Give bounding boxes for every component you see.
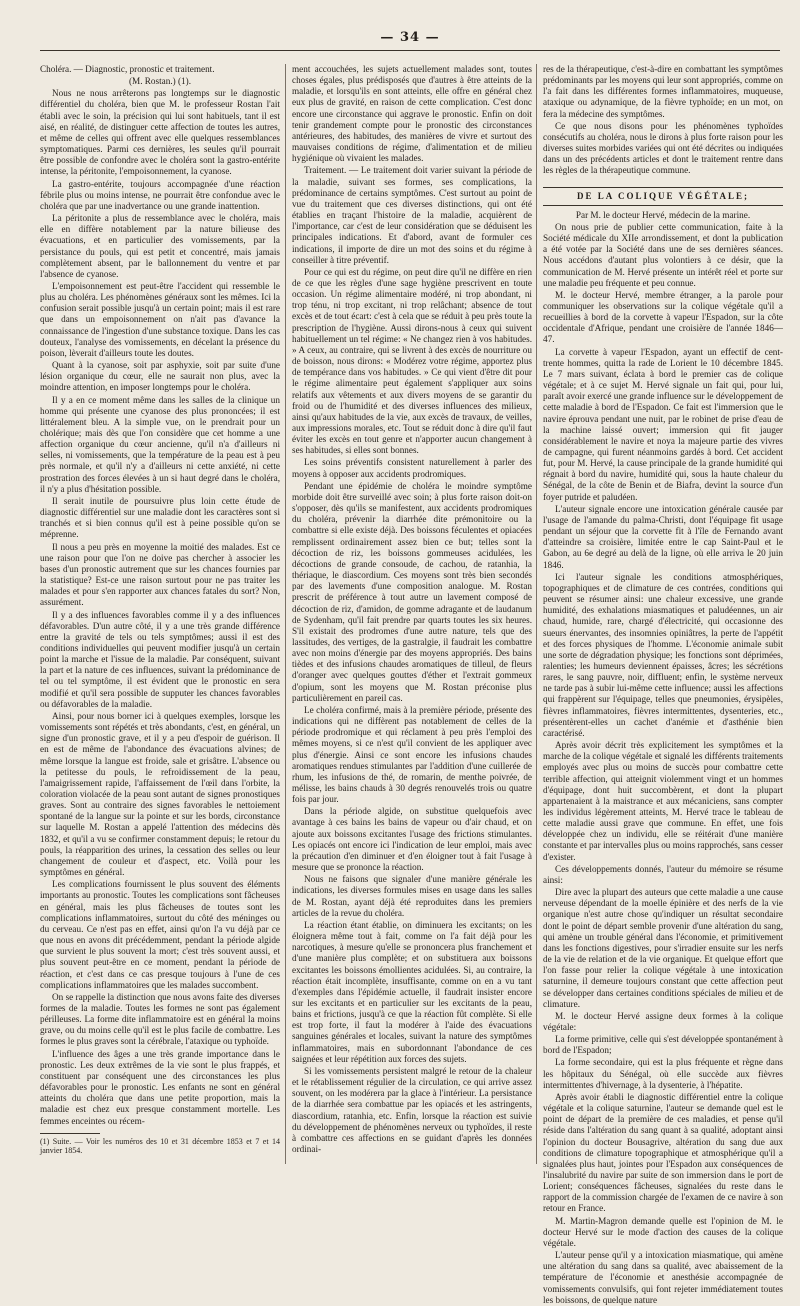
paragraph: M. le docteur Hervé, membre étranger, a la parole pour communiquer les observations sur la colique végétale qu'il a recueillies à bord de la corvette à vapeur l'Espadon, sur la côte occidentale d'Afrique, pendant une croisière de l'année 1846—47. [543,289,783,345]
paragraph: M. Martin-Magron demande quelle est l'opinion de M. le docteur Hervé sur le mode d'action des causes de la colique végétale. [543,1215,783,1248]
page-number: — 34 — [380,30,440,45]
paragraph: (M. Rostan.) (1). [128,76,191,87]
paragraph: Pour ce qui est du régime, on peut dire qu'il ne diffère en rien de ce que les règles d'une sage hygiène prescrivent en toute occasion. Un régime alimentaire modéré, ni trop abondant, ni trop ténu, ni trop excitant, ni trop relâchant; absence de tout excès et de tout écart: c'est à cela que se réduit à peu près toute la prescription de l'hygiène. Aussi dirons-nous à ceux qui suivent habituellement un tel régime: « Ne changez rien à vos habitudes. » A ceux, au contraire, qui se livrent à des excès de nourriture ou de boisson, nous dirons: « Modérez votre régime, apportez plus de tempérance dans vos habitudes. » Ce qui vient d'être dit pour le régime alimentaire peut également s'appliquer aux soins relatifs aux vêtements et aux divers moyens de se garantir du froid ou de l'humidité et des diverses influences des milieux, ainsi qu'aux habitudes de la vie, aux excès de travaux, de veilles, aux impressions morales, etc. Tout se réduit donc à dire qu'il faut éviter les excès en tout genre et n'apporter aucun changement à ses habitudes, si elles sont bonnes. [292,266,532,456]
column-1 [40,64,280,1172]
paragraph: Les complications fournissent le plus souvent des éléments importants au pronostic. Toutes les complications sont fâcheuses en général, mais les plus fâcheuses de toutes sont les complications inflammatoires, surtout du côté des méninges ou du cerveau. Ce n'est pas en effet, ainsi qu'on l'a vu déjà par ce que nous en avons dit précédemment, pendant la période algide que survient le plus souvent la mort; c'est très souvent aussi, et plus souvent peut-être en ce moment, pendant la période de réaction, et c'est dans ce cas presque toujours à l'une de ces complications inflammatoires que les malades succombent. [40,879,280,990]
paragraph: On se rappelle la distinction que nous avons faite des diverses formes de la maladie. Toutes les formes ne sont pas également périlleuses. La forme dite inflammatoire est en général la moins grave, ou du moins celle qu'il est le plus facile de combattre. Les formes le plus graves sont la cérébrale, l'ataxique ou typhoïde. [40,991,280,1047]
paragraph: ment accouchées, les sujets actuellement malades sont, toutes choses égales, plus prédisposés que d'autres à être atteints de la maladie, et lorsqu'ils en sont atteints, elle offre en général chez eux plus de gravité, en raison de cette complication. C'est donc encore une circonstance qui aggrave le pronostic. Enfin on doit tenir grandement compte pour le pronostic des circonstances antérieures, des habitudes, des manières de vivre et surtout des mauvaises conditions de régime, d'alimentation et de milieu hygiénique où vivaient les malades. [292,64,532,164]
paragraph: Ainsi, pour nous borner ici à quelques exemples, lorsque les vomissements sont répétés et très abondants, c'est, en général, un signe d'un pronostic grave, et il y a peu d'espoir de guérison. Il en est de même de l'abondance des évacuations alvines; de même lorsque la langue est froide, sale et grisâtre. L'absence ou la petitesse du pouls, le refroidissement de la peau, l'amaigrissement rapide, l'affaissement de l'œil dans l'orbite, la coloration violacée de la peau sont autant de signes pronostiques graves. Sont au contraire des signes favorables le nettoiement spontané de la langue sur la pointe et sur les bords, circonstance sur laquelle M. Rostan a appelé l'attention des médecins dès 1832, et qu'il a vu se confirmer constamment depuis; le retour du pouls, la réapparition des urines, la cessation des selles ou leur changement de couleur et d'aspect, etc. Voilà pour les symptômes en général. [40,710,280,878]
paragraph: Dire avec la plupart des auteurs que cette maladie a une cause nerveuse dépendant de la moelle épinière et des nerfs de la vie organique n'est autre chose qu'indiquer un résultat secondaire dont le point de départ semble provenir d'une altération du sang, qui amène un trouble général dans l'économie, et primitivement dans les fonctions digestives, pour s'irradier ensuite sur les nerfs de la vie de relation et de la vie organique. Et quelque effort que l'on fasse pour relier la colique végétale à une intoxication saturnine, il demeure toujours constant que cette affection peut se développer dans certaines conditions spéciales de milieu et de climature. [543,887,783,1009]
header-rule [40,50,780,51]
paragraph: Nous ne nous arrêterons pas longtemps sur le diagnostic différentiel du choléra, bien que M. le professeur Rostan l'ait établi avec le soin, la précision qui lui sont habituels, tant il est aisé, en réalité, de distinguer cette affection de toutes les autres, et même de celles qui offrent avec elle quelques ressemblances symptomatiques. Parmi ces dernières, les seules qu'il pourrait être possible de confondre avec le choléra sont la gastro-entérite intense, la péritonite, l'empoisonnement, la cyanose. [40,88,280,177]
running-header [40,26,780,52]
paragraph: La forme secondaire, qui est la plus fréquente et règne dans les hôpitaux du Sénégal, où elle succède aux fièvres intermittentes d'hivernage, à la dysenterie, à l'hépatite. [543,1057,783,1090]
paragraph: On nous prie de publier cette communication, faite à la Société médicale du XIIe arrondissement, et dont la publication a été votée par la Société dans une de ses dernières séances. Nous accédons d'autant plus volontiers à ce désir, que la communication de M. Hervé présente un intérêt réel et porte sur une maladie peu fréquente et peu connue. [543,221,783,288]
paragraph: Traitement. — Le traitement doit varier suivant la période de la maladie, suivant ses formes, ses complications, la prédominance de certains symptômes. C'est surtout au point de vue du traitement que ces diverses distinctions, qui ont été établies en traçant l'histoire de la maladie, acquièrent de l'importance, car c'est de leur considération que se déduisent les principales indications. Et d'abord, avant de formuler ces indications, il importe de dire un mot des soins et du régime à conseiller à titre préventif. [292,165,532,265]
paragraph: Pendant une épidémie de choléra le moindre symptôme morbide doit être surveillé avec soin; à plus forte raison doit-on s'opposer, dès qu'ils se manifestent, aux accidents prodromiques du choléra, prévenir la diarrhée dite prémonitoire ou la combattre si elle existe déjà. Des boissons féculentes et opiacées remplissent ordinairement assez bien ce but; telles sont la décoction de riz, les boissons gommeuses acidulées, les décoctions de grande consoude, de cachou, de ratanhia, la thériaque, le diascordium. Ces moyens sont très bien secondés par des lavements d'une composition analogue. M. Rostan prescrit de préférence à tout autre un lavement composé de décoction de riz, d'amidon, de gomme adragante et de laudanum de Sydenham, qu'il fait prendre par quarts toutes les six heures. S'il existait des prodromes d'une autre nature, tels que des lassitudes, des vertiges, de la gastralgie, il faudrait les combattre avec non moins d'énergie par des moyens appropriés. Des bains tièdes et des infusions chaudes aromatiques de tilleul, de fleurs d'oranger avec quelques gouttes d'éther et l'extrait gommeux d'opium, sont les moyens que M. Rostan préconise plus particulièrement en pareil cas. [292,480,532,703]
paragraph: La gastro-entérite, toujours accompagnée d'une réaction fébrile plus ou moins intense, ne pourrait être confondue avec le choléra que par une inadvertance ou une grande inattention. [40,178,280,211]
paragraph: La corvette à vapeur l'Espadon, ayant un effectif de cent-trente hommes, quitta la rade de Lorient le 10 décembre 1845. Le 7 mars suivant, éclata à bord le premier cas de colique végétale; et à ce sujet M. Hervé signale un fait qui, pour lui, paraît avoir exercé une grande influence sur le développement de cette maladie à bord de l'Espadon. Ce fait est l'immersion que le navire éprouva pendant une nuit, par le robinet de prise d'eau de la machine laissé ouvert; immersion qui fit jauger considérablement le navire et noya la majeure partie des vivres de campagne, qui furent néanmoins gardés à bord. Cet accident fut, pour M. Hervé, la cause principale de la grande humidité qui régnait à bord du navire, humidité qui, sous la haute chaleur du Sénégal, de la côte de Benin et de Biafra, devint la source d'un foyer putride et paludéen. [543,346,783,502]
paragraph: L'empoisonnement est peut-être l'accident qui ressemble le plus au choléra. Les phénomènes généraux sont les mêmes. Ici la confusion serait possible jusqu'à un certain point; mais il est rare que dans un empoisonnement on n'ait pas d'avance la connaissance de l'ingestion d'une substance toxique. Dans les cas douteux, l'analyse des vomissements, en décelant la présence du poison, lèverait d'ailleurs toute les doutes. [40,280,280,358]
paragraph: Il y a en ce moment même dans les salles de la clinique un homme qui présente une cyanose des plus prononcées; il est littéralement bleu. A la simple vue, on le prendrait pour un cholérique; mais dès que l'on considère que cet homme a une affection organique du cœur ancienne, qu'il n'a d'ailleurs ni selles, ni vomissements, que la température de la peau est à peu près normale, et qu'il n'y a d'ailleurs ni cette anxiété, ni cette prostration des forces élevées à un si haut degré dans le choléra, il n'y a plus d'hésitation possible. [40,394,280,494]
paragraph: Il nous a peu près en moyenne la moitié des malades. Est ce une raison pour que l'on ne doive pas chercher à associer les bases d'un pronostic autrement que sur les chances fournies par la statistique? Est-ce une raison surtout pour ne pas traiter les malades et pour s'en rapporter aux chances fatales du sort? Non, assurément. [40,541,280,608]
column-3-text-top [543,64,783,177]
paragraph: res de la thérapeutique, c'est-à-dire en combattant les symptômes prédominants par les moyens qui leur sont appropriés, comme on l'a fait dans les différentes formes inflammatoires, muqueuse, ataxique ou adynamique, de la fièvre typhoïde; en un mot, on fera la médecine des symptômes. [543,64,783,119]
paragraph: Ces développements donnés, l'auteur du mémoire se résume ainsi: [543,863,783,885]
paragraph: Ce que nous disons pour les phénomènes typhoïdes consécutifs au choléra, nous le dirons à plus forte raison pour les diverses suites morbides variées qui ont été décrites ou indiquées dans un des précédents articles et dont le traitement rentre dans les règles de la thérapeutique commune. [543,120,783,176]
paragraph: Après avoir établi le diagnostic différentiel entre la colique végétale et la colique saturnine, l'auteur se demande quel est le point de départ de la première de ces maladies, et pense qu'il réside dans l'altération du sang quant à sa qualité, adoptant ainsi l'opinion du docteur Bousagrive, altération du sang due aux conditions de climature topographique et atmosphérique qu'il a signalées plus haut, jointes pour l'Espadon aux conséquences de l'insalubrité du navire par suite de son immersion dans le port de Lorient; conséquences fâcheuses, signalées du reste dans le rapport de la commission chargée de l'examen de ce navire à son retour en France. [543,1091,783,1214]
paragraph: Quant à la cyanose, soit par asphyxie, soit par suite d'une lésion organique du cœur, elle ne saurait non plus, avec la moindre attention, en imposer longtemps pour le choléra. [40,360,280,393]
paragraph: Choléra. — Diagnostic, pronostic et traitement. [40,64,215,74]
paragraph: Les soins préventifs consistent naturellement à parler des moyens à opposer aux accidents prodromiques. [292,457,532,479]
paragraph: Dans la période algide, on substitue quelquefois avec avantage à ces bains les bains de vapeur ou d'air chaud, et on ajoute aux boissons excitantes l'usage des frictions stimulantes. Les opiacés ont encore ici l'indication de leur emploi, mais avec la précaution d'en diminuer et d'en éloigner tout à fait l'usage à mesure que se prononce la réaction. [292,806,532,873]
column-2 [292,64,532,1172]
paragraph: Nous ne faisons que signaler d'une manière générale les indications, les diverses formules mises en usage dans les salles de M. Rostan, ayant déjà été reproduites dans les premiers articles de la revue du choléra. [292,874,532,918]
column-3-text-bottom [543,222,783,1306]
paragraph: La forme primitive, celle qui s'est développée spontanément à bord de l'Espadon; [543,1034,783,1056]
paragraph: Ici l'auteur signale les conditions atmosphériques, topographiques et de climature de ces contrées, conditions qui peuvent se résumer ainsi: une chaleur excessive, une grande humidité, des exhalations miasmatiques et paludéennes, un air chaud, humide, rare, chargé d'électricité, qui occasionne des sueurs énervantes, des insomnies opiniâtres, la perte de l'appétit et des forces physiques de l'homme. L'économie animale subit une sorte de dégradation physique; les fonctions sont déprimées, ralenties; les humeurs deviennent épaisses, âcres; les sécrétions rares, le sang pauvre, noir, diffluent; enfin, le système nerveux ne tarde pas à subir lui-même cette influence; aussi les affections qui frappèrent sur l'équipage, telles que pneumonies, érysipèles, fièvres inflammatoires, fièvres intermittentes, dysenteries, etc., présentèrent-elles un cachet d'anémie et d'asthénie bien caractérisé. [543,571,783,738]
column-2-text [292,64,532,1155]
paragraph: L'auteur signale encore une intoxication générale causée par l'usage de l'amande du palma-Christi, dont l'équipage fit usage pendant un séjour que la corvette fit à l'île de Fernando avant d'atteindre sa croisière, limitée entre le cap Saint-Paul et le Gabon, au 6e degré au delà de la ligne, où elle arriva le 20 juin 1846. [543,503,783,570]
column-divider-1 [285,64,286,1164]
footnote-rule [40,1133,100,1134]
paragraph: Il y a des influences favorables comme il y a des influences défavorables. D'un autre côté, il y a une très grande différence entre la gravité de tels ou tels symptômes; aussi il est des conditions individuelles qui peuvent modifier jusqu'à un certain point la marche et l'issue de la maladie. Par conséquent, suivant la part et la nature de ces influences, suivant la prédominance de tel ou tel symptôme, il est évident que le pronostic en sera modifié et qu'il sera possible de supputer les chances favorables ou défavorables de la maladie. [40,609,280,709]
paragraph: Le choléra confirmé, mais à la première période, présente des indications qui ne diffèrent pas notablement de celles de la période prodromique et qui réclament à peu près l'emploi des mêmes moyens, si ce n'est qu'il convient de les appliquer avec plus d'énergie. Ainsi ce sont encore les infusions chaudes aromatiques rendues stimulantes par l'addition d'une cuillerée de rhum, les infusions de thé, de romarin, de menthe poivrée, de mélisse, les bains chauds à 30 degrés renouvelés trois ou quatre fois par jour. [292,704,532,805]
paragraph: Si les vomissements persistent malgré le retour de la chaleur et le rétablissement régulier de la circulation, ce qui arrive assez souvent, on les modérera par la glace à l'intérieur. La persistance de la diarrhée sera combattue par les opiacés et les astringents, diascordium, ratanhia, etc. Enfin, lorsque la réaction est suivie du développement de phénomènes nerveux ou typhoïdes, il reste à combattre ces affections en se guidant d'après les données ordinai- [292,1065,532,1154]
paragraph: La péritonite a plus de ressemblance avec le choléra, mais elle en diffère notablement par la nature bilieuse des évacuations, et en particulier des vomissements, par la persistance du pouls, qui est petit et concentré, mais jamais complètement absent, par le ballonnement du ventre et par l'absence de cyanose. [40,213,280,279]
article-title: DE LA COLIQUE VÉGÉTALE; [543,187,783,206]
column-divider-2 [536,64,537,1164]
paragraph: L'auteur pense qu'il y a intoxication miasmatique, qui amène une altération du sang dans sa qualité, avec abaissement de la température de l'économie et anesthésie accompagnée de vomissements convulsifs, qui font rejeter immédiatement toutes les boissons, de quelque nature [543,1250,783,1305]
paragraph: Après avoir décrit très explicitement les symptômes et la marche de la colique végétale et signalé les différents traitements employés avec plus ou moins de succès pour combattre cette terrible affection, qui atteignit violemment vingt et un hommes d'équipage, dont huit succombèrent, et dont la plupart appartenaient à la maistrance et aux mécaniciens, sans compter les individus légèrement atteints, M. Hervé trace le tableau de cette maladie aussi grave que commune. En effet, une fois développée chez un individu, elle se réitérait d'une manière constante et par intervalles plus ou moins rapprochés, sans cesser d'exister. [543,740,783,862]
footnote: (1) Suite. — Voir les numéros des 10 et 31 décembre 1853 et 7 et 14 janvier 1854. [40,1136,280,1156]
paragraph: La réaction étant établie, on diminuera les excitants; on les éloignera même tout à fait, comme on l'a fait déjà pour les narcotiques, à mesure qu'elle se prononcera plus franchement et d'une manière plus complète; et on substituera aux boissons excitantes les boissons émollientes acidulées. Si, au contraire, la réaction était incomplète, insuffisante, comme on en a vu tant d'exemples dans l'épidémie actuelle, il faudrait insister encore sur les excitants et en particulier sur les excitants de la peau, bains et frictions, jusqu'à ce que la réaction fût complète. Si elle est trop forte, il faut la modérer à l'aide des évacuations sanguines générales et locales, suivant la nature des symptômes inflammatoires, mais en subordonnant l'abondance de ces saignées et leur répétition aux forces des sujets. [292,919,532,1064]
column-3 [543,64,783,1305]
paragraph: M. le docteur Hervé assigne deux formes à la colique végétale: [543,1010,783,1032]
article-byline: Par M. le docteur Hervé, médecin de la marine. [575,209,751,220]
paragraph: Il serait inutile de poursuivre plus loin cette étude de diagnostic différentiel sur une maladie dont les caractères sont si tranchés et si bien connus qu'il est à peine possible qu'on se méprenne. [40,495,280,540]
column-1-text [40,64,280,1127]
paragraph: L'influence des âges a une très grande importance dans le pronostic. Les deux extrêmes de la vie sont le plus frappés, et constituent par conséquent une des circonstances les plus défavorables pour le pronostic. Les enfants ne sont en général atteints du choléra que dans une petite proportion, mais la maladie est chez eux presque constamment mortelle. Les femmes enceintes ou récem- [40,1048,280,1126]
